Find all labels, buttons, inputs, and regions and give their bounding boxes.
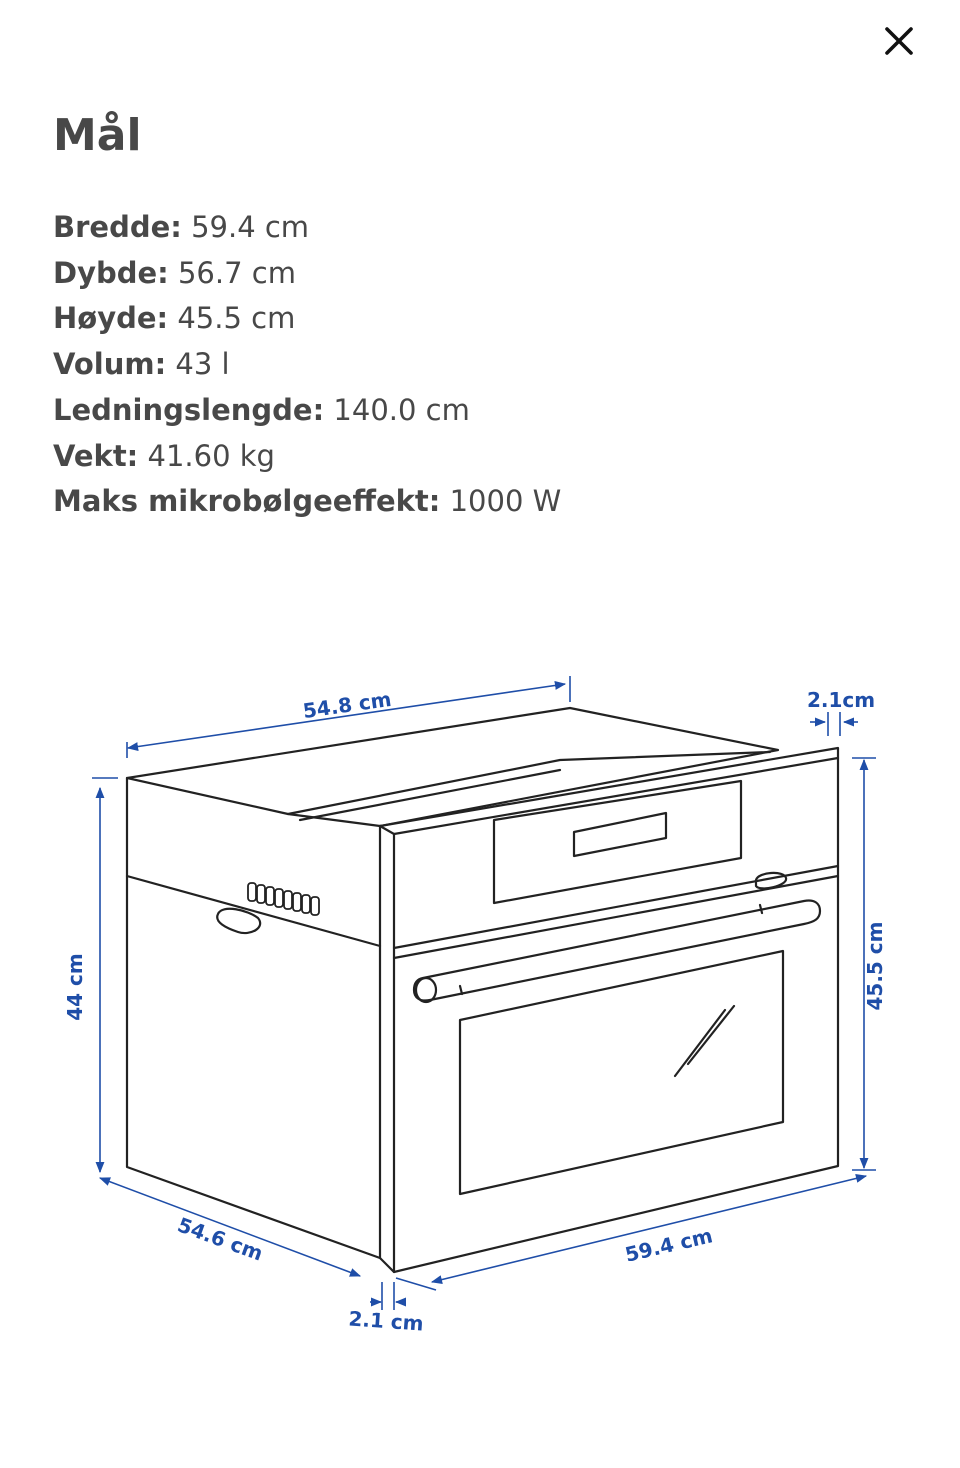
spec-weight	[53, 434, 561, 480]
spec-value: 45.5 cm	[177, 301, 296, 336]
spec-label: Volum:	[53, 347, 167, 382]
oven-illustration	[127, 708, 838, 1272]
spec-list	[53, 205, 561, 525]
spec-label: Høyde:	[53, 301, 169, 336]
spec-value: 56.7 cm	[177, 255, 296, 290]
spec-value: 41.60 kg	[147, 438, 275, 473]
dimension-front-width: 59.4 cm	[622, 1223, 715, 1267]
spec-max-microwave-power	[53, 479, 561, 525]
spec-cord-length	[53, 388, 561, 434]
spec-height	[53, 296, 561, 342]
spec-label: Ledningslengde:	[53, 392, 325, 427]
dimension-bottom-depth: 54.6 cm	[174, 1212, 267, 1266]
close-button[interactable]	[872, 14, 926, 68]
spec-value: 140.0 cm	[333, 392, 470, 427]
dimension-front-depth-right: 2.1cm	[806, 688, 876, 712]
dimension-body-height: 44 cm	[63, 953, 87, 1021]
close-icon	[884, 26, 914, 56]
spec-value: 1000 W	[449, 484, 562, 519]
spec-label: Maks mikrobølgeeffekt:	[53, 484, 441, 519]
spec-label: Vekt:	[53, 438, 139, 473]
oven-dimension-diagram	[0, 660, 960, 1360]
page-title: Mål	[53, 110, 142, 161]
dimension-front-height: 45.5 cm	[863, 921, 887, 1011]
spec-width	[53, 205, 561, 251]
spec-depth	[53, 251, 561, 297]
spec-value: 43 l	[175, 347, 230, 382]
spec-volume	[53, 342, 561, 388]
dimension-front-depth-bottom: 2.1 cm	[347, 1306, 425, 1336]
spec-value: 59.4 cm	[191, 210, 310, 244]
spec-label: Bredde:	[53, 210, 182, 244]
spec-label: Dybde:	[53, 255, 169, 290]
dimension-top-depth: 54.8 cm	[301, 686, 393, 724]
